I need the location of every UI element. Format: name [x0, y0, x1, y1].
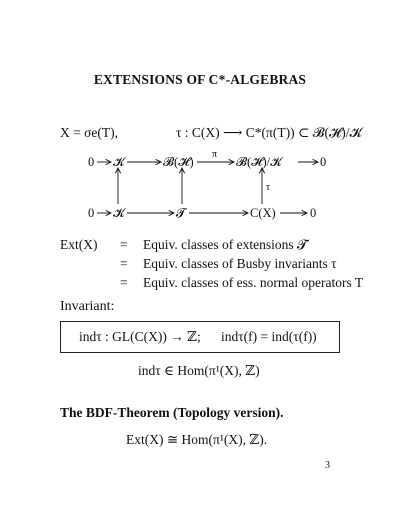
- bottom-compacts: 𝓚: [113, 206, 125, 220]
- ext-row-extensions: Equiv. classes of extensions 𝓣: [143, 237, 308, 252]
- bottom-zero-right: 0: [310, 206, 317, 220]
- bottom-extension: 𝓣: [176, 206, 186, 220]
- page-number: 3: [325, 460, 330, 471]
- tau-label: τ: [266, 182, 271, 193]
- pi-label: π: [212, 149, 218, 160]
- top-bounded-ops: 𝓑(𝓗): [163, 155, 194, 169]
- top-zero-left: 0: [88, 155, 95, 169]
- eq-sign-2: =: [120, 256, 128, 271]
- top-calkin: 𝓑(𝓗)/𝓚: [236, 155, 282, 169]
- index-hom-membership: indτ ∈ Hom(π¹(X), ℤ): [138, 363, 260, 378]
- page-title: EXTENSIONS OF C*-ALGEBRAS: [93, 72, 307, 87]
- theorem-statement: Ext(X) ≅ Hom(π¹(X), ℤ).: [126, 432, 268, 447]
- ext-row-busby: Equiv. classes of Busby invariants τ: [143, 256, 337, 271]
- eq-sign-3: =: [120, 275, 128, 290]
- spectrum-definition: X = σe(T),: [60, 125, 118, 140]
- theorem-heading: The BDF-Theorem (Topology version).: [60, 405, 284, 420]
- bottom-zero-left: 0: [88, 206, 95, 220]
- index-formula-box: [60, 321, 340, 353]
- top-compacts: 𝓚: [113, 155, 125, 169]
- bottom-continuous-functions: C(X): [250, 206, 276, 220]
- index-map-formula: indτ(f) = ind(τ(f)): [221, 329, 317, 344]
- index-map-definition: indτ : GL(C(X)) → ℤ;: [79, 329, 201, 344]
- top-zero-right: 0: [320, 155, 327, 169]
- eq-sign-1: =: [120, 237, 128, 252]
- busby-invariant-definition: τ : C(X) ⟶ C*(π(T)) ⊂ 𝓑(𝓗)/𝓚: [176, 125, 363, 140]
- ext-lhs: Ext(X): [60, 237, 98, 252]
- ext-row-operators: Equiv. classes of ess. normal operators T: [143, 275, 364, 290]
- invariant-label: Invariant:: [60, 299, 115, 314]
